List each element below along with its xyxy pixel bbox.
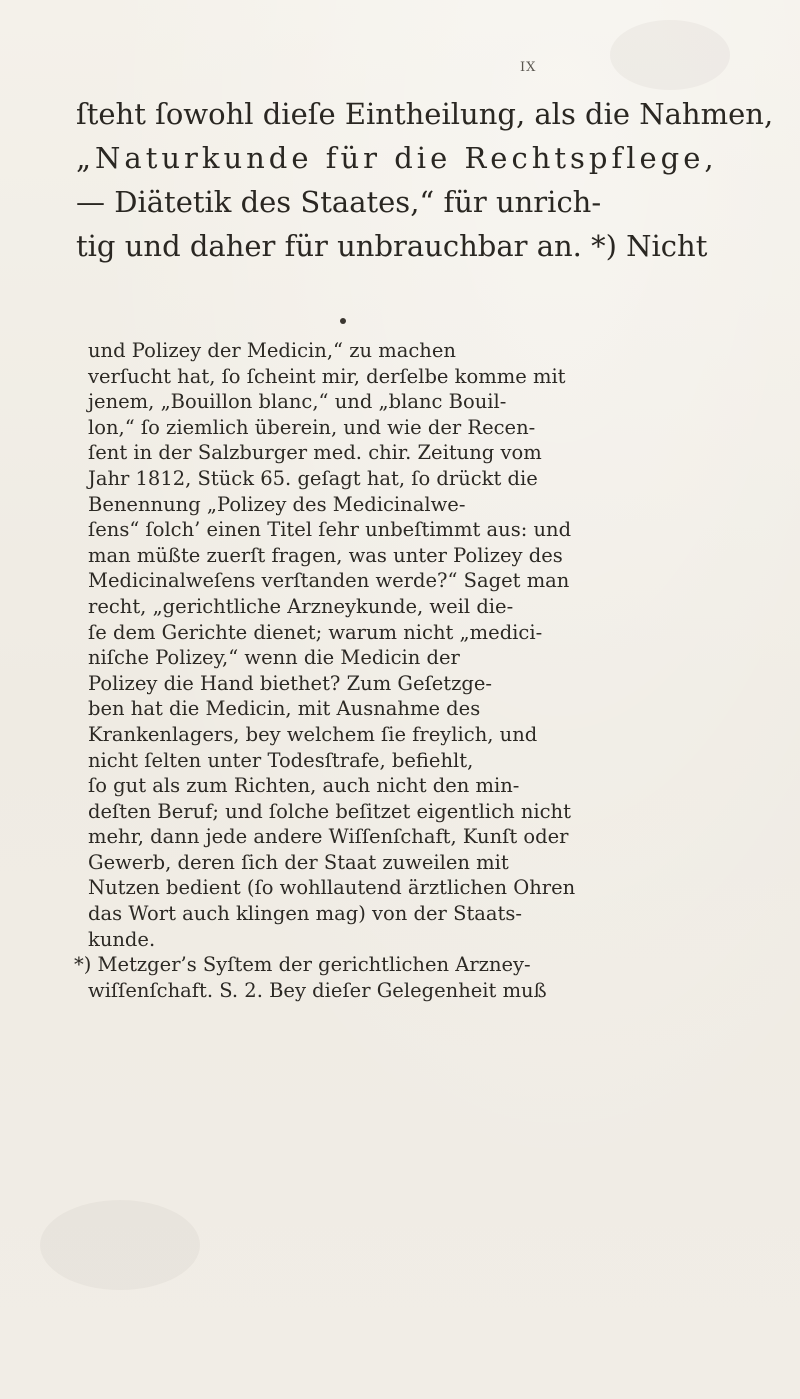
footnote-line: man müßte zuerſt fragen, was unter Polizey des [88, 543, 563, 567]
footnote-line: ſent in der Salzburger med. chir. Zeitung vom [88, 441, 542, 465]
footnote-line: Nutzen bedient (ſo wohllautend ärztlichen Ohren [88, 876, 576, 900]
page-number: IX [520, 60, 537, 75]
footnote-line: und Polizey der Medicin,“ zu machen [88, 339, 456, 362]
footnote-line: nicht ſelten unter Todesſtrafe, befiehlt, [88, 748, 474, 772]
footnote-line: deſten Beruf; und ſolche beſitzet eigentlich nicht [88, 799, 571, 823]
main-text-line: ſteht ſowohl dieſe Eintheilung, als die Nahmen, [76, 97, 774, 131]
footnote-line: Krankenlagers, bey welchem ſie freylich, und [88, 722, 538, 746]
paper-stain [40, 1200, 200, 1290]
footnote-line: das Wort auch klingen mag) von der Staats‑ [88, 902, 522, 926]
section-dot [340, 318, 346, 324]
footnote-line: Benennung „Polizey des Medicinalwe‑ [88, 492, 466, 516]
footnote-line: kunde. [88, 927, 156, 951]
footnote-line: Medicinalweſens verſtanden werde?“ Saget man [88, 569, 570, 593]
main-text-block [76, 92, 774, 268]
main-text-line: „Naturkunde für die Rechtspflege, [76, 141, 718, 175]
footnote-line: mehr, dann jede andere Wiſſenſchaft, Kunſt oder [88, 825, 569, 849]
main-text-line: tig und daher für unbrauchbar an. *) Nicht [76, 229, 708, 263]
footnote-line: recht, „gerichtliche Arzneykunde, weil die‑ [88, 594, 514, 618]
footnote-line: Jahr 1812, Stück 65. geſagt hat, ſo drückt die [88, 466, 538, 490]
footnote-note-line: *) Metzger’s Syſtem der gerichtlichen Arzney‑ [74, 953, 531, 977]
footnote-line: ſe dem Gerichte dienet; warum nicht „medici‑ [88, 620, 543, 644]
footnote-note-line: wiſſenſchaft. S. 2. Bey dieſer Gelegenheit muß [88, 978, 547, 1002]
footnote-line: verſucht hat, ſo ſcheint mir, derſelbe komme mit [88, 364, 566, 388]
footnote-line: jenem, „Bouillon blanc,“ und „blanc Bouil‑ [88, 390, 507, 414]
footnote-line: niſche Polizey,“ wenn die Medicin der [88, 646, 460, 670]
paper-stain [610, 20, 730, 90]
footnote-line: ſens“ ſolch’ einen Titel ſehr unbeſtimmt aus: und [88, 518, 572, 542]
footnote-line: Polizey die Hand biethet? Zum Geſetzge‑ [88, 671, 492, 695]
footnote-line: ſo gut als zum Richten, auch nicht den min‑ [88, 774, 520, 798]
footnote-line: ben hat die Medicin, mit Ausnahme des [88, 697, 481, 721]
footnote-block [74, 338, 748, 1003]
footnote-line: Gewerb, deren ſich der Staat zuweilen mit [88, 850, 509, 874]
main-text-line: — Diätetik des Staates,“ für unrich‑ [76, 185, 602, 219]
footnote-line: lon,“ ſo ziemlich überein, und wie der Recen‑ [88, 415, 536, 439]
